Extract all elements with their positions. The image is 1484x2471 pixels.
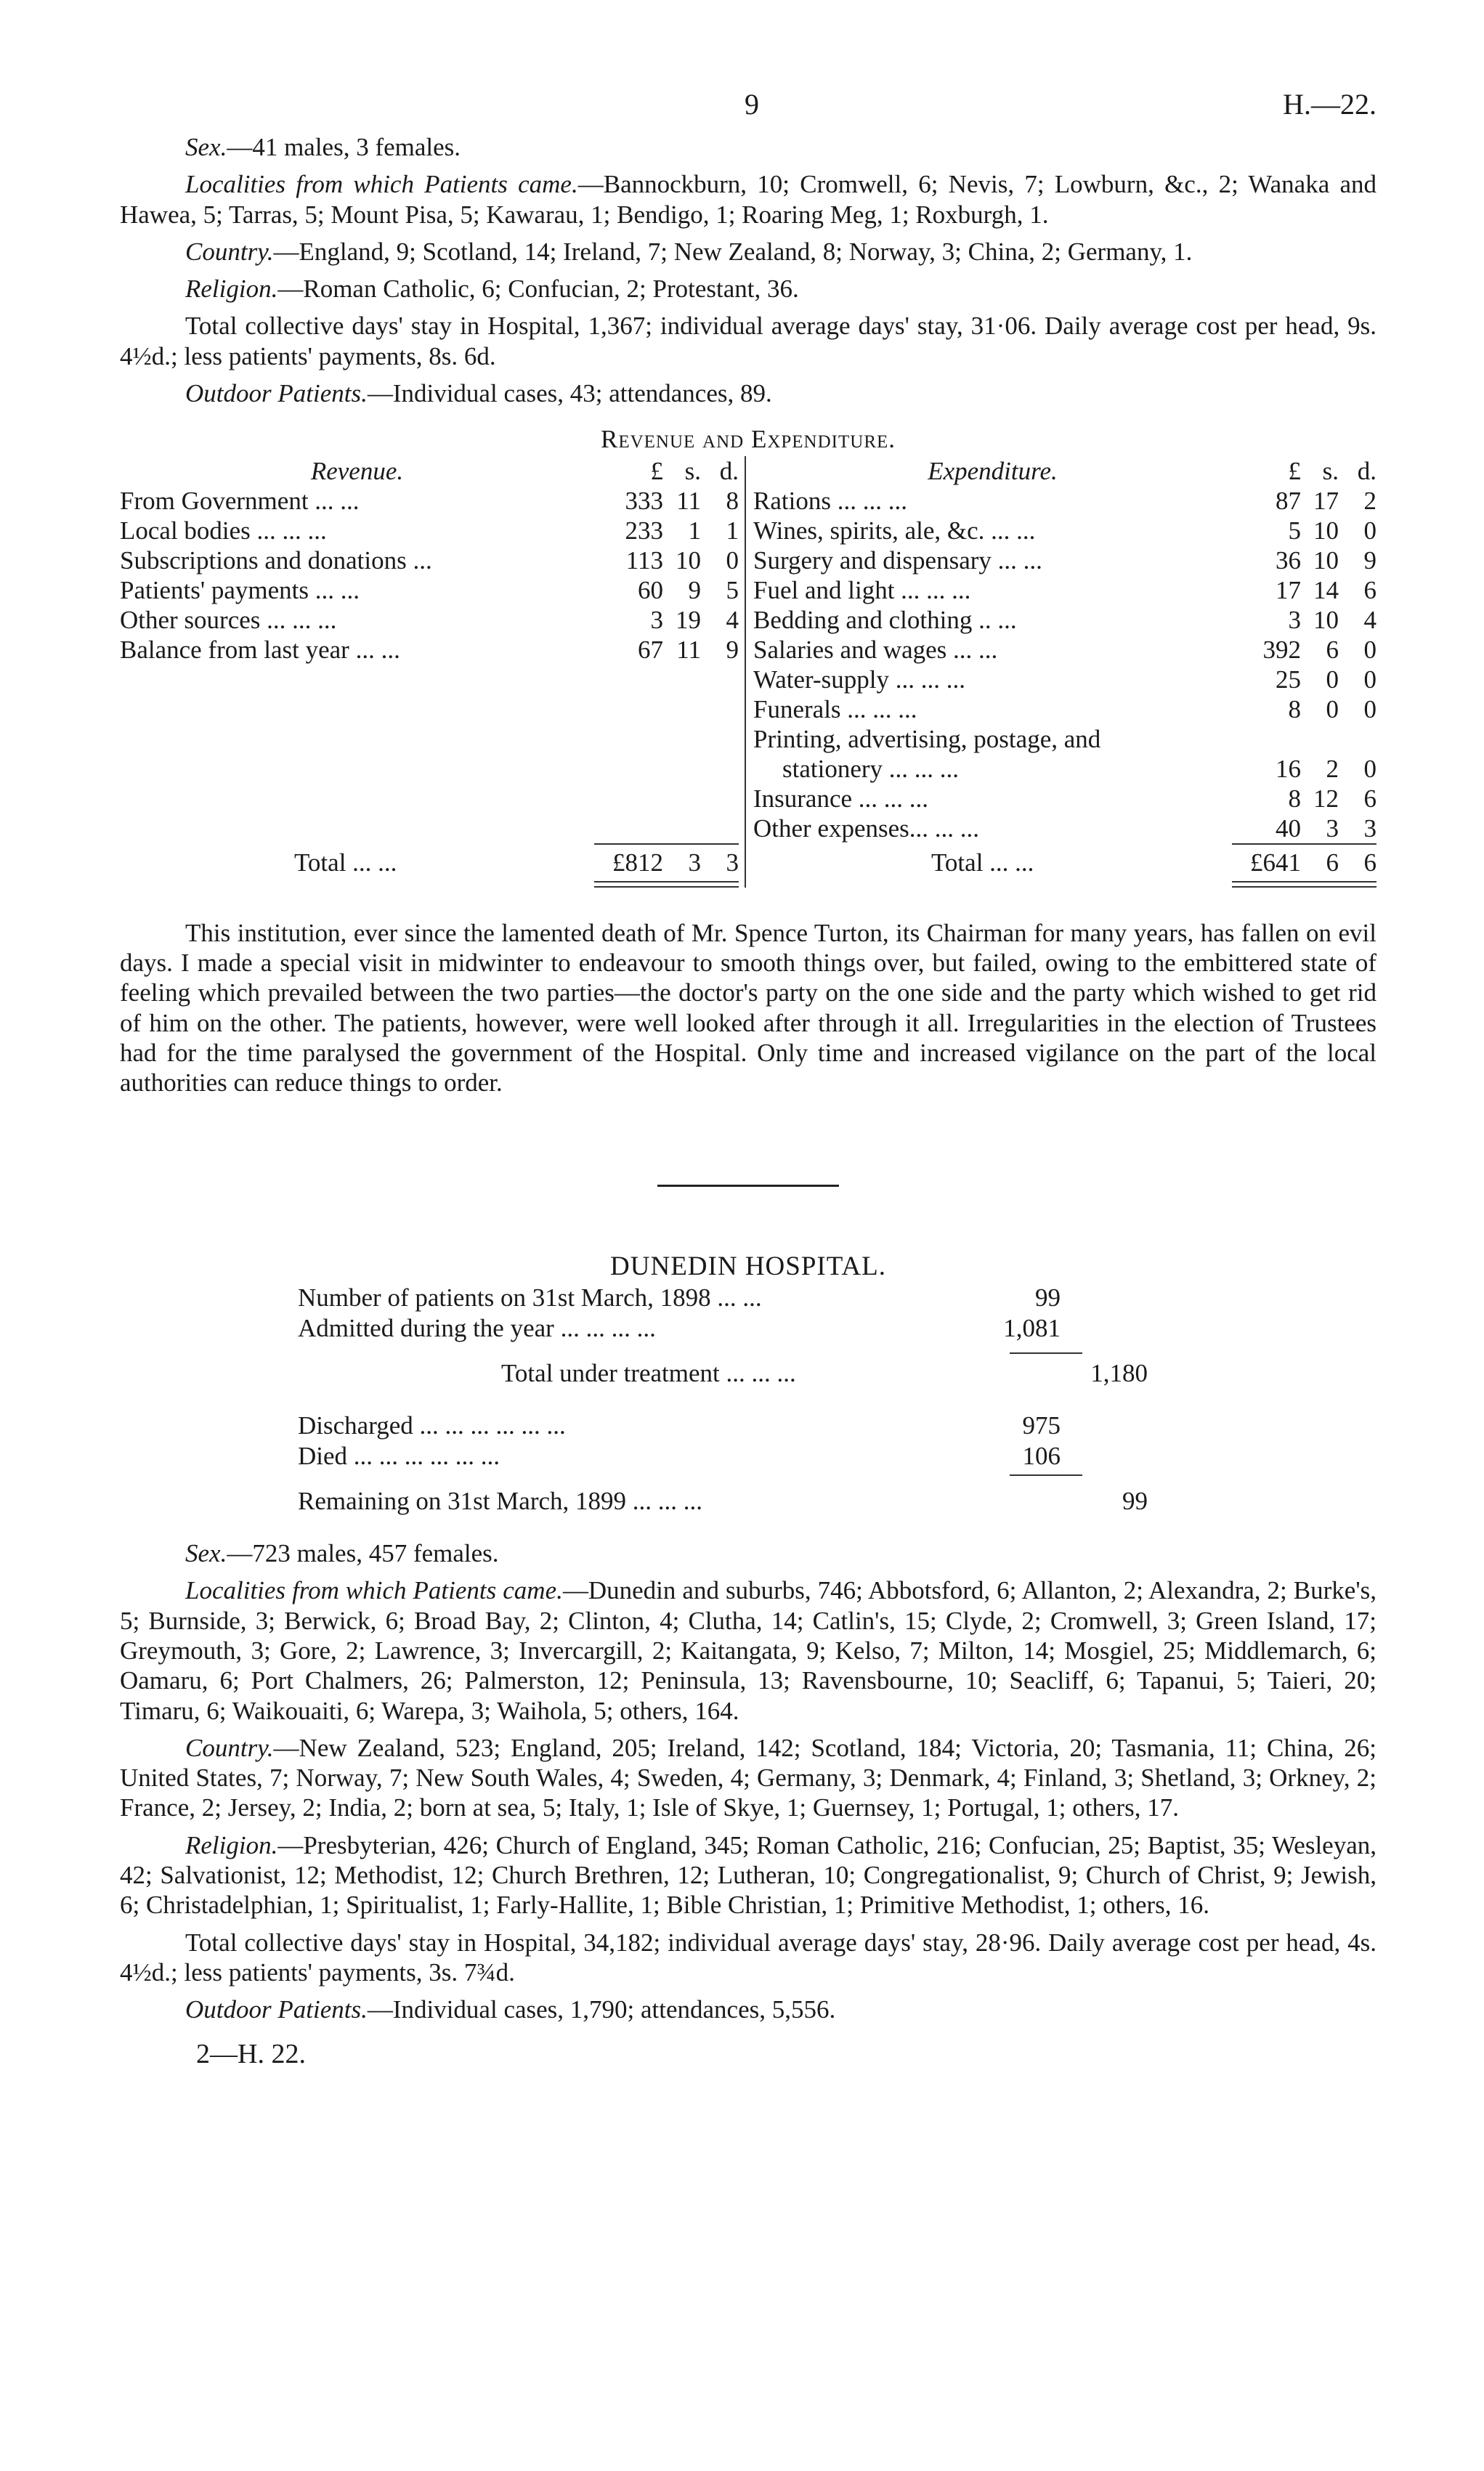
revenue-amount-shillings: 10 bbox=[676, 545, 701, 575]
revenue-row bbox=[120, 635, 739, 665]
expenditure-item-label: stationery ... ... ... bbox=[782, 754, 960, 783]
expenditure-row bbox=[753, 813, 1376, 843]
revenue-item-label: Other sources ... ... ... bbox=[120, 605, 337, 634]
expenditure-amount-pence: 0 bbox=[1363, 754, 1376, 783]
dunedin-sex-paragraph: Sex.—723 males, 457 females. bbox=[185, 1539, 499, 1568]
expenditure-amount-pounds: 8 bbox=[1288, 784, 1301, 813]
revenue-item-label: Subscriptions and donations ... bbox=[120, 545, 432, 575]
expenditure-amount-pence: 3 bbox=[1363, 813, 1376, 843]
revenue-heading: Revenue. bbox=[310, 456, 404, 485]
accounts-title: Revenue and Expenditure. bbox=[600, 425, 896, 454]
dunedin-localities-paragraph: Localities from which Patients came.—Dunedin and suburbs, 746; Abbotsford, 6; Allanton, 2; Alexandra, 2; Burke's, 5; Burnside, 3; Berwick, 6; Broad Bay, 2; Clinton, 4; Clutha, 14; Catlin's, 15; Clyde, 2; Cromwell, 3; Green Island, 17; Greymouth, 3; Gore, 2; Lawrence, 3; Invercargill, 2; Kaitangata, 9; Kelso, 7; Milton, 14; Mosgiel, 25; Middlemarch, 6; Oamaru, 6; Port Chalmers, 26; Palmerston, 12; Peninsula, 13; Ravensbourne, 10; Seacliff, 6; Tapanui, 5; Taieri, 20; Timaru, 6; Waikouaiti, 6; Warepa, 3; Waihola, 5; others, 164. bbox=[120, 1576, 1376, 1725]
revenue-column bbox=[120, 456, 746, 888]
revenue-amount-pence: 4 bbox=[726, 605, 739, 634]
expenditure-amount-pounds: 87 bbox=[1276, 486, 1301, 515]
dunedin-stats bbox=[298, 1283, 1242, 1517]
revenue-amount-shillings: 19 bbox=[676, 605, 701, 634]
expenditure-row bbox=[753, 784, 1376, 813]
expenditure-amount-pence: 6 bbox=[1363, 784, 1376, 813]
revenue-item-label: From Government ... ... bbox=[120, 486, 360, 515]
stat-remaining-row: Remaining on 31st March, 1899 ... ... ... 99 bbox=[298, 1487, 1148, 1516]
page-header bbox=[120, 87, 1376, 132]
country-paragraph: Country.—England, 9; Scotland, 14; Ireland, 7; New Zealand, 8; Norway, 3; China, 2; Germany, 1. bbox=[185, 237, 1193, 266]
expenditure-item-label: Wines, spirits, ale, &c. ... ... bbox=[753, 516, 1036, 545]
revenue-amount-pence: 0 bbox=[726, 545, 739, 575]
expenditure-amount-shillings: 2 bbox=[1326, 754, 1339, 783]
revenue-amount-pounds: 233 bbox=[625, 516, 663, 545]
revenue-item-label: Local bodies ... ... ... bbox=[120, 516, 327, 545]
revenue-amount-pence: 8 bbox=[726, 486, 739, 515]
religion-paragraph: Religion.—Roman Catholic, 6; Confucian, 2; Protestant, 36. bbox=[185, 275, 799, 304]
stat-admitted-row: Admitted during the year ... ... ... ... 1,081 bbox=[298, 1314, 1061, 1343]
expenditure-amount-shillings: 12 bbox=[1313, 784, 1339, 813]
revenue-amount-pounds: 113 bbox=[625, 545, 663, 575]
stat-remaining-rule bbox=[1010, 1474, 1082, 1476]
revenue-row bbox=[120, 516, 739, 545]
expenditure-item-label: Bedding and clothing .. ... bbox=[753, 605, 1017, 634]
dunedin-outdoor-paragraph: Outdoor Patients.—Individual cases, 1,790; attendances, 5,556. bbox=[185, 1995, 836, 2024]
stat-total-row: Total under treatment ... ... ... 1,180 bbox=[501, 1359, 1148, 1388]
expenditure-amount-pounds: 392 bbox=[1262, 635, 1301, 664]
expenditure-item-label: Fuel and light ... ... ... bbox=[753, 575, 971, 604]
revenue-amount-pounds: 67 bbox=[638, 635, 663, 664]
expenditure-item-label: Insurance ... ... ... bbox=[753, 784, 929, 813]
expenditure-amount-shillings: 10 bbox=[1313, 516, 1339, 545]
expenditure-item-label: Funerals ... ... ... bbox=[753, 694, 917, 723]
accounts-table bbox=[120, 456, 1376, 888]
revenue-double-rule bbox=[594, 881, 739, 888]
expenditure-total-rule bbox=[1232, 843, 1376, 845]
expenditure-amount-pence: 9 bbox=[1363, 545, 1376, 575]
expenditure-row bbox=[753, 516, 1376, 545]
stay-paragraph: Total collective days' stay in Hospital, 1,367; individual average days' stay, 31·06. Daily average cost per head, 9s. 4½d.; less patients' payments, 8s. 6d. bbox=[120, 312, 1376, 370]
revenue-amount-pence: 5 bbox=[726, 575, 739, 604]
expenditure-heading: Expenditure. bbox=[928, 456, 1058, 485]
dunedin-title: DUNEDIN HOSPITAL. bbox=[610, 1251, 886, 1282]
page-number: 9 bbox=[745, 88, 759, 121]
revenue-item-label: Balance from last year ... ... bbox=[120, 635, 400, 664]
expenditure-item-label: Other expenses... ... ... bbox=[753, 813, 980, 843]
revenue-total-rule bbox=[594, 843, 739, 845]
expenditure-row bbox=[753, 486, 1376, 516]
expenditure-amount-pence: 0 bbox=[1363, 516, 1376, 545]
revenue-amount-pence: 1 bbox=[726, 516, 739, 545]
document-page bbox=[120, 87, 1376, 2070]
expenditure-amount-pence: 0 bbox=[1363, 694, 1376, 723]
expenditure-amount-shillings: 14 bbox=[1313, 575, 1339, 604]
dunedin-country-paragraph: Country.—New Zealand, 523; England, 205; Ireland, 142; Scotland, 184; Victoria, 20; Tasmania, 11; China, 26; United States, 7; Norway, 7; New South Wales, 4; Sweden, 4; Germany, 3; Denmark, 4; Finland, 3; Shetland, 3; Orkney, 2; France, 2; Jersey, 2; India, 2; born at sea, 5; Italy, 1; Isle of Skye, 1; Guernsey, 1; Portugal, 1; others, 17. bbox=[120, 1733, 1376, 1822]
revenue-row bbox=[120, 605, 739, 635]
revenue-amount-pounds: 3 bbox=[650, 605, 663, 634]
expenditure-item-label: Rations ... ... ... bbox=[753, 486, 907, 515]
sex-paragraph: Sex.—41 males, 3 females. bbox=[185, 133, 461, 161]
revenue-amount-pounds: 60 bbox=[638, 575, 663, 604]
expenditure-item-label: Surgery and dispensary ... ... bbox=[753, 545, 1042, 575]
expenditure-amount-pence: 4 bbox=[1363, 605, 1376, 634]
expenditure-row bbox=[753, 605, 1376, 635]
expenditure-item-label: Salaries and wages ... ... bbox=[753, 635, 998, 664]
expenditure-amount-pence: 6 bbox=[1363, 575, 1376, 604]
expenditure-row bbox=[753, 575, 1376, 605]
expenditure-column bbox=[746, 456, 1376, 888]
expenditure-row bbox=[753, 754, 1376, 784]
revenue-amount-pence: 9 bbox=[726, 635, 739, 664]
expenditure-amount-shillings: 17 bbox=[1313, 486, 1339, 515]
expenditure-amount-shillings: 6 bbox=[1326, 635, 1339, 664]
revenue-header-row: Revenue. £ s. d. bbox=[310, 456, 739, 485]
dunedin-stay-paragraph: Total collective days' stay in Hospital, 34,182; individual average days' stay, 28·96. Daily average cost per head, 4s. 4½d.; less patients' payments, 3s. 7¾d. bbox=[120, 1928, 1376, 1987]
expenditure-amount-shillings: 10 bbox=[1313, 605, 1339, 634]
section-divider bbox=[657, 1185, 839, 1187]
localities-paragraph: Localities from which Patients came.—Bannockburn, 10; Cromwell, 6; Nevis, 7; Lowburn, &c., 2; Wanaka and Hawea, 5; Tarras, 5; Mount Pisa, 5; Kawarau, 1; Bendigo, 1; Roaring Meg, 1; Roxburgh, 1. bbox=[120, 170, 1377, 229]
revenue-row bbox=[120, 486, 739, 516]
report-reference: H.—22. bbox=[1283, 88, 1376, 121]
revenue-rows bbox=[120, 486, 739, 665]
revenue-item-label: Patients' payments ... ... bbox=[120, 575, 360, 604]
stat-discharged-row: Discharged ... ... ... ... ... ... 975 bbox=[298, 1411, 1061, 1440]
stat-subtotal-rule bbox=[1010, 1352, 1082, 1354]
expenditure-amount-pounds: 8 bbox=[1288, 694, 1301, 723]
stat-patients-row: Number of patients on 31st March, 1898 ... ... 99 bbox=[298, 1283, 1061, 1312]
expenditure-amount-pounds: 25 bbox=[1276, 665, 1301, 694]
revenue-amount-shillings: 11 bbox=[676, 486, 701, 515]
expenditure-header-row: Expenditure. £ s. d. bbox=[928, 456, 1376, 485]
expenditure-row bbox=[753, 635, 1376, 665]
expenditure-amount-shillings: 0 bbox=[1326, 665, 1339, 694]
expenditure-item-label: Printing, advertising, postage, and bbox=[753, 724, 1101, 753]
revenue-amount-shillings: 11 bbox=[676, 635, 701, 664]
revenue-row bbox=[120, 575, 739, 605]
revenue-amount-shillings: 9 bbox=[688, 575, 701, 604]
revenue-amount-pounds: 333 bbox=[625, 486, 663, 515]
revenue-row bbox=[120, 545, 739, 575]
stat-died-row: Died ... ... ... ... ... ... 106 bbox=[298, 1442, 1061, 1471]
narrative-paragraph: This institution, ever since the lamented death of Mr. Spence Turton, its Chairman for many years, has fallen on evil days. I made a special visit in midwinter to endeavour to smooth things over, but failed, owing to the embittered state of feeling which prevailed between the two parties—the doctor's party on the one side and the party which wished to get rid of him on the other. The patients, however, were well looked after through it all. Irregularities in the election of Trustees had for the time paralysed the government of the Hospital. Only time and increased vigilance on the part of the local authorities can reduce things to order. bbox=[120, 918, 1376, 1097]
page-footer-signature: 2—H. 22. bbox=[196, 2038, 306, 2069]
outdoor-paragraph: Outdoor Patients.—Individual cases, 43; attendances, 89. bbox=[185, 379, 772, 408]
expenditure-rows bbox=[753, 486, 1376, 843]
expenditure-amount-pence: 2 bbox=[1363, 486, 1376, 515]
expenditure-item-label: Water-supply ... ... ... bbox=[753, 665, 965, 694]
expenditure-row bbox=[753, 694, 1376, 724]
dunedin-religion-paragraph: Religion.—Presbyterian, 426; Church of England, 345; Roman Catholic, 216; Confucian, 25; Baptist, 35; Wesleyan, 42; Salvationist, 12; Methodist, 12; Church Brethren, 12; Lutheran, 10; Congregationalist, 9; Church of Christ, 9; Jewish, 6; Christadelphian, 1; Spiritualist, 1; Farly-Hallite, 1; Bible Christian, 1; Primitive Methodist, 1; others, 16. bbox=[120, 1830, 1376, 1920]
expenditure-double-rule bbox=[1232, 881, 1376, 888]
expenditure-amount-shillings: 0 bbox=[1326, 694, 1339, 723]
expenditure-amount-pounds: 5 bbox=[1288, 516, 1301, 545]
expenditure-amount-pounds: 17 bbox=[1276, 575, 1301, 604]
expenditure-amount-pounds: 40 bbox=[1276, 813, 1301, 843]
expenditure-amount-pence: 0 bbox=[1363, 635, 1376, 664]
revenue-total-row: Total ... ... £812 3 3 bbox=[294, 848, 739, 877]
expenditure-total-row: Total ... ... £641 6 6 bbox=[931, 848, 1376, 877]
expenditure-row bbox=[753, 724, 1376, 754]
expenditure-row bbox=[753, 665, 1376, 694]
expenditure-amount-pounds: 36 bbox=[1276, 545, 1301, 575]
expenditure-amount-shillings: 10 bbox=[1313, 545, 1339, 575]
expenditure-amount-pence: 0 bbox=[1363, 665, 1376, 694]
expenditure-amount-shillings: 3 bbox=[1326, 813, 1339, 843]
expenditure-amount-pounds: 16 bbox=[1276, 754, 1301, 783]
revenue-amount-shillings: 1 bbox=[688, 516, 701, 545]
expenditure-amount-pounds: 3 bbox=[1288, 605, 1301, 634]
expenditure-row bbox=[753, 545, 1376, 575]
